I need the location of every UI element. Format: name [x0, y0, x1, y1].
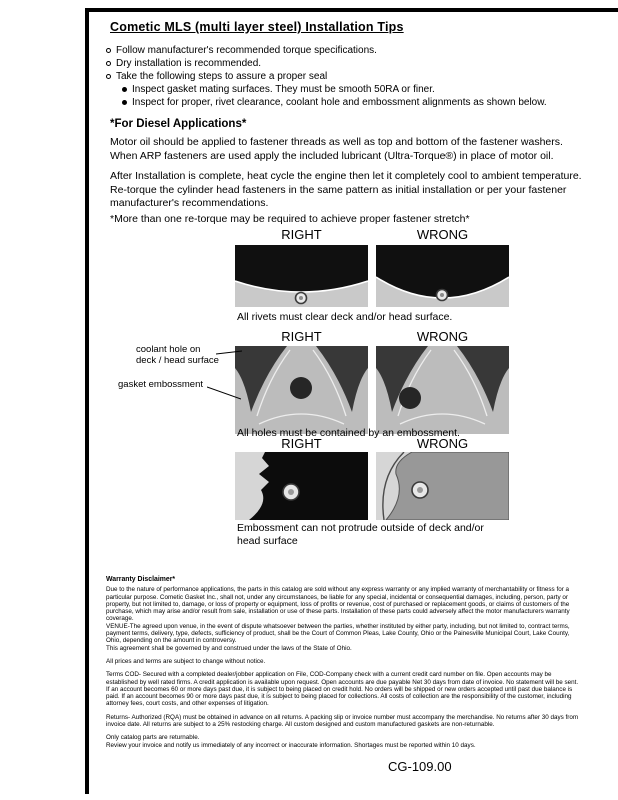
tip-item: [104, 57, 596, 70]
warranty-paragraph: Terms COD- Secured with a completed dealer/jobber application on File, COD-Company check with a current credit card number on file. Open accounts may be established by well rated firms. A credit application is available upon request. Open accounts are due payable Net 30 days from date of invoice. No statement will be sent. If an account becomes 60 or more days past due, it is subject to being placed on credit hold. No orders will be shipped or new orders accepted until past due balance is paid. If an account becomes 90 or more days past due, it is subject to being placed for collections. All costs of collection are the responsibility of the customer, including attorney fees, court costs, and other expenses of litigation.: [106, 671, 579, 708]
diagram-embossment-right: [235, 346, 368, 434]
diagram-row1-caption: All rivets must clear deck and/or head surface.: [237, 311, 453, 323]
right-label: RIGHT: [281, 227, 322, 242]
diesel-paragraph-1: Motor oil should be applied to fastener threads as well as top and bottom of the fastener washers. When ARP fasteners are used apply the included lubricant (Ultra-Torque®) in place of motor oil.: [110, 136, 563, 162]
diagram-row3-caption: Embossment can not protrude outside of deck and/or head surface: [237, 522, 484, 547]
warranty-disclaimer-section: [106, 576, 582, 755]
tip-text: Inspect gasket mating surfaces. They must be smooth 50RA or finer.: [132, 84, 435, 95]
tip-sub-item: [120, 96, 596, 109]
warranty-paragraph: Returns- Authorized (RQA) must be obtained in advance on all returns. A packing slip or invoice number must accompany the merchandise. No returns after 30 days from invoice date. All returns are subject to a 25% restocking charge. All custom designed and custom manufactured gaskets are non-returnable.: [106, 713, 579, 729]
solid-bullet-icon: [122, 100, 127, 105]
hollow-bullet-icon: [106, 74, 111, 79]
diagram-row2: [235, 346, 509, 434]
warranty-heading: Warranty Disclaimer*: [106, 576, 176, 583]
diagram-row2-caption: All holes must be contained by an embossment.: [237, 427, 460, 439]
tip-item: [104, 70, 596, 83]
embossment-protruding-diagram: [376, 452, 509, 520]
rivet-clear-diagram: [235, 245, 368, 307]
page-title: Cometic MLS (multi layer steel) Installation Tips: [110, 20, 404, 34]
tip-text: Inspect for proper, rivet clearance, coolant hole and embossment alignments as shown below.: [132, 97, 547, 108]
wrong-label: WRONG: [416, 436, 469, 451]
callout-text: deck / head surface: [136, 355, 219, 366]
callout-leader-line: [207, 384, 241, 402]
warranty-paragraph: Only catalog parts are returnable.: [106, 734, 200, 742]
coolant-hole-icon: [290, 377, 312, 399]
tip-sub-item: [120, 83, 596, 96]
retorque-note: *More than one re-torque may be required to achieve proper fastener stretch*: [110, 213, 470, 225]
right-label: RIGHT: [281, 329, 322, 344]
coolant-hole-icon: [399, 387, 421, 409]
diesel-paragraph-2: After Installation is complete, heat cycle the engine then let it completely cool to ambient temperature. Re-torque the cylinder head fasteners in the same pattern as initial installation or per your fastener manufacturer's recommendations.: [110, 170, 582, 209]
tip-text: Take the following steps to assure a proper seal: [116, 71, 328, 82]
callout-text: coolant hole on: [136, 344, 201, 355]
wrong-label: WRONG: [416, 227, 469, 242]
warranty-paragraph: All prices and terms are subject to change without notice.: [106, 657, 266, 665]
page-border-left: [85, 8, 89, 794]
embossment-inside-diagram: [235, 452, 368, 520]
diagram-row1-labels: [235, 227, 509, 242]
hollow-bullet-icon: [106, 48, 111, 53]
warranty-paragraph: This agreement shall be governed by and construed under the laws of the State of Ohio.: [106, 644, 352, 652]
diagram-rivet-right: [235, 245, 368, 307]
diagram-protrude-wrong: [376, 452, 509, 520]
diagram-row2-labels: [235, 329, 509, 344]
right-label: RIGHT: [281, 436, 322, 451]
gasket-embossment-callout: gasket embossment: [118, 379, 204, 390]
hole-contained-diagram: [235, 346, 368, 434]
diesel-applications-heading: *For Diesel Applications*: [110, 118, 247, 130]
page-border-top: [85, 8, 618, 12]
rivet-overlap-diagram: [376, 245, 509, 307]
tip-item: [104, 44, 596, 57]
installation-tips-list: [104, 44, 596, 109]
wrong-label: WRONG: [416, 329, 469, 344]
page-number: CG-109.00: [388, 759, 452, 774]
diagram-embossment-wrong: [376, 346, 509, 434]
diagram-protrude-right: [235, 452, 368, 520]
diagram-rivet-wrong: [376, 245, 509, 307]
tip-text: Dry installation is recommended.: [116, 58, 262, 69]
warranty-paragraph: VENUE-The agreed upon venue, in the event of dispute whatsoever between the parties, whether instituted by either party, including, but not limited to, contract terms, payment terms, delivery, type, defects, sufficiency of product, shall be the Court of Common Pleas, Lake County, Ohio or the Painesville Municipal Court, Lake County, Ohio, depending on the amount in controversy.: [106, 622, 570, 645]
diagram-row3-labels: [235, 436, 509, 451]
warranty-paragraph: Due to the nature of performance applications, the parts in this catalog are sold without any express warranty or any implied warranty of merchantability or fitness for a particular purpose. Cometic Gasket Inc., shall not, under any circumstances, be liable for any special, incidental or consequential damages, including, person, party or property, but not limited to, damage, or loss of property or equipment, loss of profits or revenue, cost of purchased or replacement goods, or claims of customers of the purchase, which may arise and/or result from sale, installation or use of these parts. Installation of these parts could adversely affect the motor manufacturers warranty coverage.: [106, 586, 570, 623]
solid-bullet-icon: [122, 87, 127, 92]
hollow-bullet-icon: [106, 61, 111, 66]
hole-not-contained-diagram: [376, 346, 509, 434]
tip-text: Follow manufacturer's recommended torque specifications.: [116, 45, 377, 56]
callout-leader-line: [216, 348, 242, 358]
diagram-row1: [235, 245, 509, 307]
diagram-row3: [235, 452, 509, 520]
warranty-paragraph: Review your invoice and notify us immediately of any incorrect or inaccurate information. Shortages must be reported within 10 days.: [106, 741, 476, 749]
coolant-hole-callout: [136, 344, 220, 366]
